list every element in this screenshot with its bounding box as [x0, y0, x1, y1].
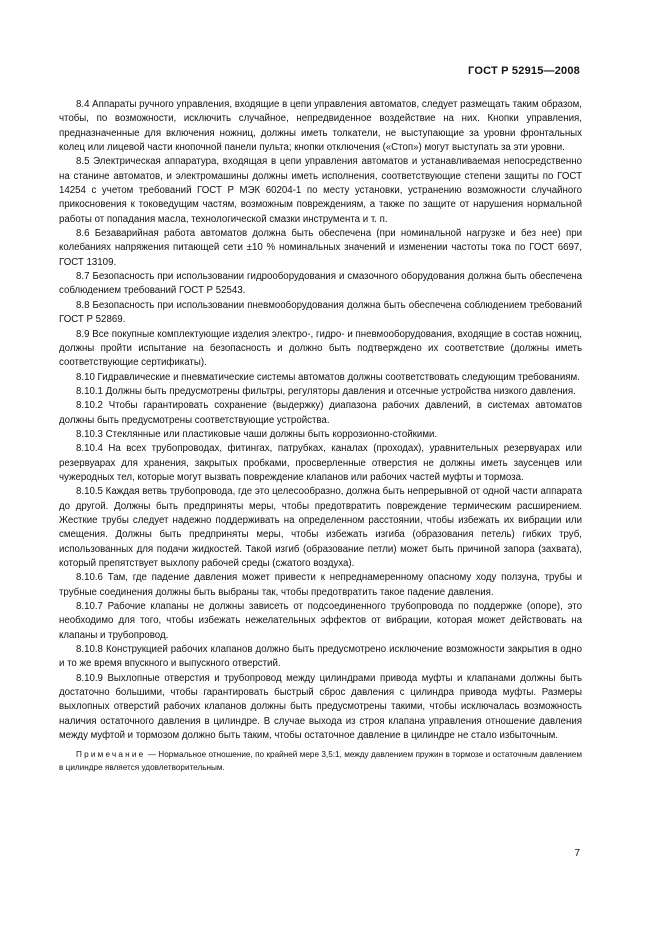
clause-8-8: 8.8 Безопасность при использовании пневмооборудования должна быть обеспечена соблюдением требований ГОСТ Р 52869. [59, 299, 582, 326]
note-label: Примечание [76, 750, 146, 760]
clause-8-7: 8.7 Безопасность при использовании гидрооборудования и смазочного оборудования должна быть обеспечена соблюдением требований ГОСТ Р 52543. [59, 271, 582, 297]
page-number: 7 [574, 848, 580, 859]
document-body [59, 98, 582, 775]
clause-8-10-9: 8.10.9 Выхлопные отверстия и трубопровод между цилиндрами привода муфты и клапанами должны быть достаточно большими, чтобы гарантировать быстрый сброс давления с цилиндра привода муфты. Размеры выхлопных отверстий рабочих клапанов должны быть предусмотрены такими, чтобы исключалась возможность наличия остаточного давления в цилиндре. В случае выхода из строя клапана управления отношение давления между муфтой и тормозом должно быть таким, чтобы остаточное давление в цилиндре не стало избыточным. [59, 672, 582, 742]
clause-8-10: 8.10 Гидравлические и пневматические системы автоматов должны соответствовать следующим требованиям. [76, 371, 580, 383]
clause-8-9: 8.9 Все покупные комплектующие изделия электро-, гидро- и пневмооборудования, входящие в состав ножниц, должны пройти испытание на безопасность и должно быть подтверждено их соответствие (должны иметь соответствующие сертификаты). [59, 328, 582, 369]
document-header: ГОСТ Р 52915—2008 [468, 65, 580, 77]
clause-8-10-3: 8.10.3 Стеклянные или пластиковые чаши должны быть коррозионно-стойкими. [76, 428, 438, 440]
clause-8-10-7: 8.10.7 Рабочие клапаны не должны зависеть от подсоединенного трубопровода по поддержке (опоре), это необходимо для того, чтобы избежать нежелательных эффектов от вибрации, которая может действовать на клапаны и трубопровод. [59, 601, 582, 641]
note-text: — Нормальное отношение, по крайней мере 3,5:1, между давлением пружин в тормозе и остаточным давлением в цилиндре является удовлетворительным. [59, 750, 582, 773]
note [59, 749, 582, 775]
clause-8-10-1: 8.10.1 Должны быть предусмотрены фильтры, регуляторы давления и отсечные устройства низкого давления. [76, 385, 576, 397]
clause-8-10-5: 8.10.5 Каждая ветвь трубопровода, где это целесообразно, должна быть непрерывной от одной части аппарата до другой. Должны быть предприняты меры, чтобы предотвратить повреждение термическим расширением. Жесткие трубы следует надежно поддерживать на определенном расстоянии, чтобы избежать их вибрации или смещения. Должны быть предприняты меры, чтобы избежать изгиба (образования петель) гибких труб, использованных для подачи жидкостей. Такой изгиб (образование петли) может быть причиной запора (захвата), который препятствует выхлопу рабочей среды (сжатого воздуха). [59, 486, 582, 569]
clause-8-10-2: 8.10.2 Чтобы гарантировать сохранение (выдержку) диапазона рабочих давлений, в системах автоматов должны быть предусмотрены соответствующие устройства. [59, 400, 582, 426]
clause-8-5: 8.5 Электрическая аппаратура, входящая в цепи управления автоматов и устанавливаемая непосредственно на станине автоматов, и электромашины должны иметь исполнения, соответствующие степени защиты по ГОСТ 14254 с учетом требований ГОСТ Р МЭК 60204-1 по месту установки, устранению возможности случайного прикосновения к токоведущим частям, возможным повреждениям, а также по защите от нарушения нормальной работы от попадания масла, технологической смазки инструмента и т. п. [59, 156, 582, 225]
clause-8-6: 8.6 Безаварийная работа автоматов должна быть обеспечена (при номинальной нагрузке и без нее) при колебаниях напряжения питающей сети ±10 % номинальных значений и изменении частоты тока по ГОСТ 6697, ГОСТ 13109. [59, 228, 582, 268]
clause-8-10-6: 8.10.6 Там, где падение давления может привести к непреднамеренному опасному ходу ползуна, трубы и трубные соединения должны быть выбраны так, чтобы предотвратить такое падение давления. [59, 572, 582, 598]
clause-8-10-4: 8.10.4 На всех трубопроводах, фитингах, патрубках, каналах (проходах), уравнительных резервуарах или резервуарах для хранения, закрытых пробками, просверленные отверстия не должны иметь заусенцев или чужеродных тел, которые могут вызвать повреждение клапанов или рабочих частей муфты и тормоза. [59, 443, 582, 483]
clause-8-4: 8.4 Аппараты ручного управления, входящие в цепи управления автоматов, следует размещать таким образом, чтобы, по возможности, исключить случайное, непредвиденное воздействие на них. Кнопки управления, предназначенные для включения ножниц, должны иметь толкатели, не выступающие за уровни фронтальных колец или лицевой части кнопочной панели пульта; кнопки отключения («Стоп») могут выступать за эти уровни. [59, 99, 582, 154]
clause-8-10-8: 8.10.8 Конструкцией рабочих клапанов должно быть предусмотрено исключение возможности закрытия в одно и то же время впускного и выпускного отверстий. [59, 644, 582, 670]
